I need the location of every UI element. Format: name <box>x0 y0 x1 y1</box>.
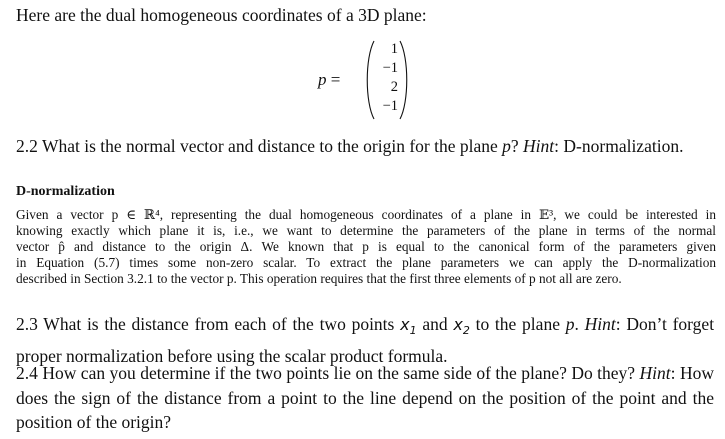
question-line <box>16 361 714 386</box>
question-text: 2.3 What is the distance from each of the two points <box>16 314 395 334</box>
question-line: 2.3 What is the distance from each of the two points $x_1$ and $x_2$ to the plane p. Hint: Don’t forget <box>16 314 715 338</box>
body-line: knowing exactly which plane it is, i.e., we want to determine the parameters of the plane in terms of the normal <box>16 223 716 239</box>
hint-text: : Don’t forget <box>615 314 715 334</box>
vector-entry: 2 <box>390 79 398 95</box>
right-parenthesis <box>398 40 410 120</box>
body-line: in Equation (5.7) times some non-zero scalar. To extract the plane parameters we can apply the D-normalization <box>16 255 716 271</box>
body-line: Given a vector p ∈ ℝ⁴, representing the dual homogeneous coordinates of a plane in 𝔼³, we could be interested in <box>16 207 716 222</box>
vector-entry: −1 <box>382 98 398 114</box>
point-x1: $x_1$ <box>400 315 417 338</box>
question-line: does the sign of the distance from a point to the line depend on the position of the point and the <box>16 387 714 408</box>
question-number: 2.2 <box>16 136 38 156</box>
body-line: vector p̂ and distance to the origin Δ. We known that p is equal to the canonical form of the parameters given <box>16 239 716 255</box>
equation-lhs <box>318 70 340 90</box>
equals-sign: = <box>330 70 341 89</box>
question-punct: ? <box>510 136 519 156</box>
hint-label: Hint <box>584 314 616 334</box>
question-text: What is the normal vector and distance to the origin for the plane <box>41 136 498 156</box>
coordinate-vector <box>376 40 400 120</box>
question-2-3 <box>16 312 714 368</box>
d-normalization-title: D-normalization <box>16 184 115 199</box>
left-parenthesis <box>364 40 376 120</box>
hint-label: Hint <box>523 136 555 156</box>
intro-text: Here are the dual homogeneous coordinates of a 3D plane: <box>16 5 427 25</box>
plane-variable: p <box>502 136 511 156</box>
hint-text: : D-normalization. <box>554 136 684 156</box>
question-line: proper normalization before using the scalar product formula. <box>16 345 448 366</box>
point-x2: $x_2$ <box>453 315 470 338</box>
equation-variable: p <box>318 70 327 89</box>
question-text: 2.4 How can you determine if the two points lie on the same side of the plane? Do they? <box>16 363 636 383</box>
plane-equation <box>318 40 408 120</box>
question-text: and <box>422 314 448 334</box>
vector-entry: 1 <box>390 41 398 57</box>
hint-text: : How <box>670 363 714 383</box>
vector-entry: −1 <box>382 60 398 76</box>
hint-label: Hint <box>639 363 671 383</box>
body-line: described in Section 3.2.1 to the vector p. This operation requires that the first three elements of p not all are zero. <box>16 271 622 287</box>
question-line: position of the origin? <box>16 412 172 432</box>
question-2-2 <box>16 135 683 157</box>
plane-variable: p <box>565 314 575 334</box>
d-normalization-body <box>16 207 716 287</box>
question-text: to the plane <box>475 314 560 334</box>
question-2-4 <box>16 361 714 435</box>
